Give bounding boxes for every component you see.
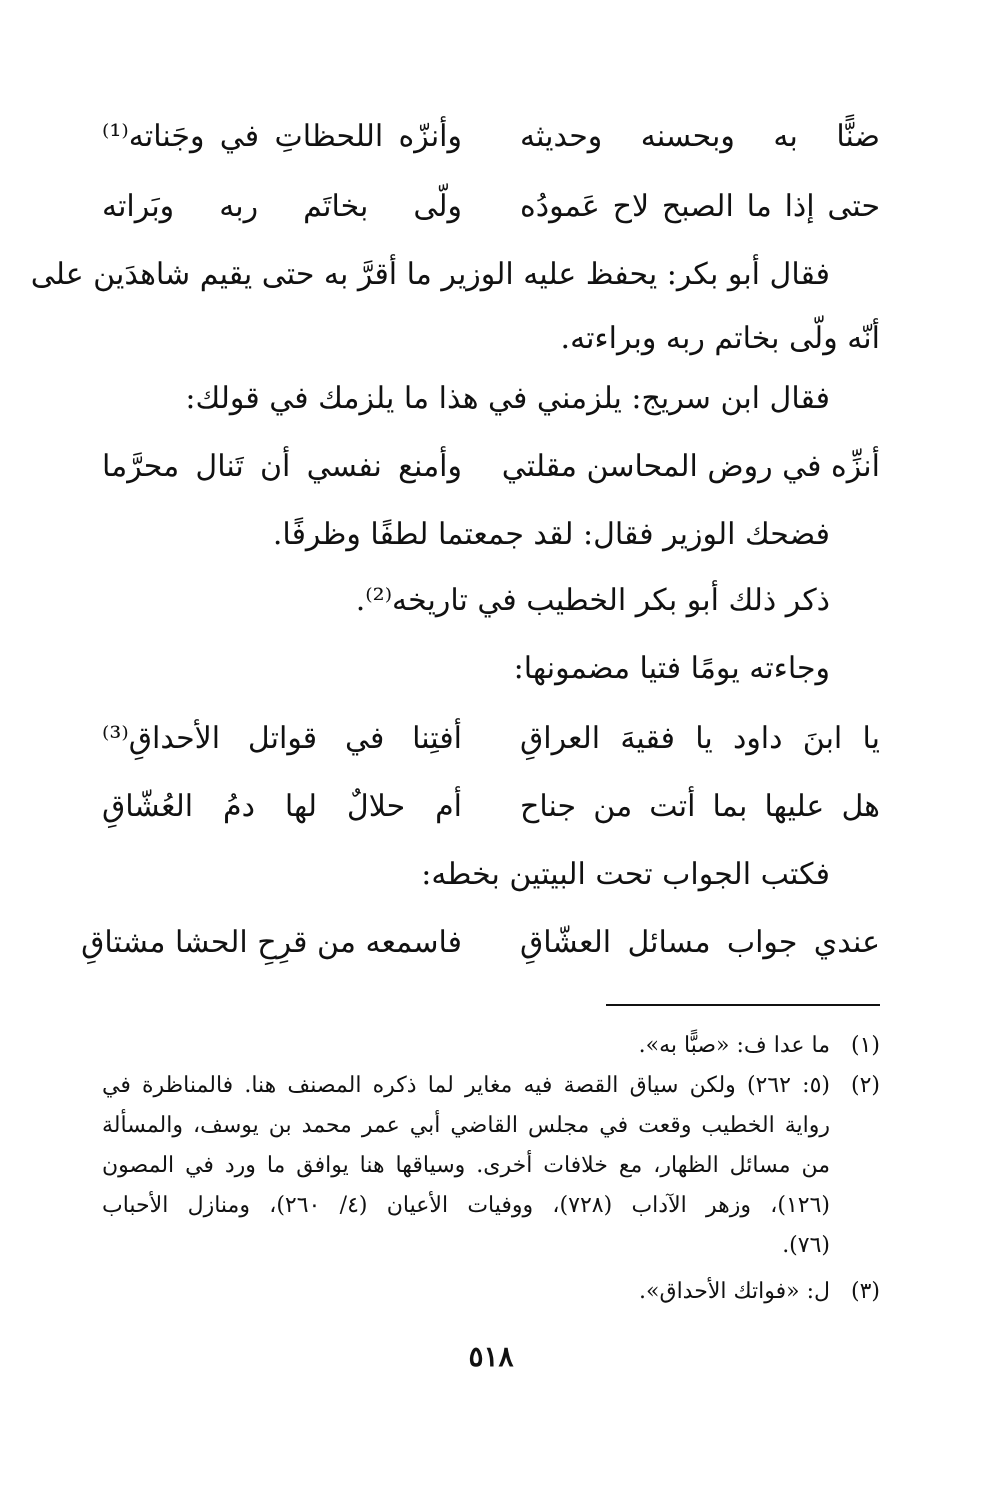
verse-hemistich-first: أنزِّه في روض المحاسن مقلتي: [501, 449, 880, 484]
footnote-text: ل: «فواتك الأحداق».: [639, 1279, 830, 1304]
verse-hemistich-second: وأنزّه اللحظاتِ في وجَناته⁽¹⁾: [102, 119, 462, 154]
verse-line: [102, 444, 880, 490]
footnote-text-line: من مسائل الظهار، مع خلافات أخرى. وسياقها هنا يوافق ما ورد في المصون: [102, 1153, 830, 1178]
footnote-number: (١): [850, 1033, 880, 1058]
prose-line: أنّه ولّى بخاتم ربه وبراءته.: [560, 321, 880, 356]
footnote-text-line: (٥: ٢٦٢) ولكن سياق القصة فيه مغاير لما ذكره المصنف هنا. فالمناظرة في: [102, 1073, 830, 1098]
footnote-text: ما عدا ف: «صبًّا به».: [638, 1033, 830, 1058]
footnote-text-line: رواية الخطيب وقعت في مجلس القاضي أبي عمر محمد بن يوسف، والمسألة: [102, 1113, 830, 1138]
prose-line: ذكر ذلك أبو بكر الخطيب في تاريخه⁽²⁾.: [355, 583, 830, 618]
verse-hemistich-first: يا ابنَ داود يا فقيهَ العراقِ: [520, 721, 880, 756]
verse-hemistich-second: ولّى بخاتَم ربه وبَراته: [102, 189, 462, 224]
footnote-number: (٢): [850, 1073, 880, 1098]
verse-line: [102, 716, 880, 762]
footnote-number: (٣): [850, 1279, 880, 1304]
prose-line: وجاءته يومًا فتيا مضمونها:: [513, 651, 830, 686]
verse-hemistich-second: وأمنع نفسي أن تَنال محرَّما: [102, 449, 462, 484]
footnote-text-line: (١٢٦)، وزهر الآداب (٧٢٨)، ووفيات الأعيان (٤/ ٢٦٠)، ومنازل الأحباب: [102, 1193, 831, 1218]
verse-hemistich-first: عندي جواب مسائل العشّاقِ: [520, 925, 880, 960]
verse-line: [102, 784, 880, 830]
footnote: [102, 1030, 880, 1062]
footnote: [102, 1276, 880, 1308]
prose-line: فقال أبو بكر: يحفظ عليه الوزير ما أقرَّ به حتى يقيم شاهدَين على: [30, 257, 830, 292]
verse-hemistich-second: أم حلالٌ لها دمُ العُشّاقِ: [102, 789, 462, 824]
prose-line: فقال ابن سريج: يلزمني في هذا ما يلزمك في قولك:: [185, 381, 830, 416]
footnote-text-line: (٧٦).: [782, 1233, 830, 1258]
verse-hemistich-second: فاسمعه من قرِحِ الحشا مشتاقِ: [81, 925, 462, 960]
verse-line: [102, 114, 880, 160]
footnote: [102, 1070, 880, 1270]
prose-line: فضحك الوزير فقال: لقد جمعتما لطفًا وظرفًا.: [272, 517, 830, 552]
verse-line: [81, 920, 880, 966]
footnote-separator: [606, 1004, 880, 1006]
verse-hemistich-first: حتى إذا ما الصبح لاح عَمودُه: [520, 189, 880, 224]
verse-hemistich-first: هل عليها بما أتت من جناح: [520, 789, 880, 824]
page-number: ٥١٨: [468, 1340, 514, 1373]
verse-line: [102, 184, 880, 230]
prose-line: فكتب الجواب تحت البيتين بخطه:: [421, 857, 830, 892]
verse-hemistich-first: ضنًّا به وبحسنه وحديثه: [520, 119, 880, 154]
verse-hemistich-second: أفتِنا في قواتل الأحداقِ⁽³⁾: [102, 721, 462, 756]
